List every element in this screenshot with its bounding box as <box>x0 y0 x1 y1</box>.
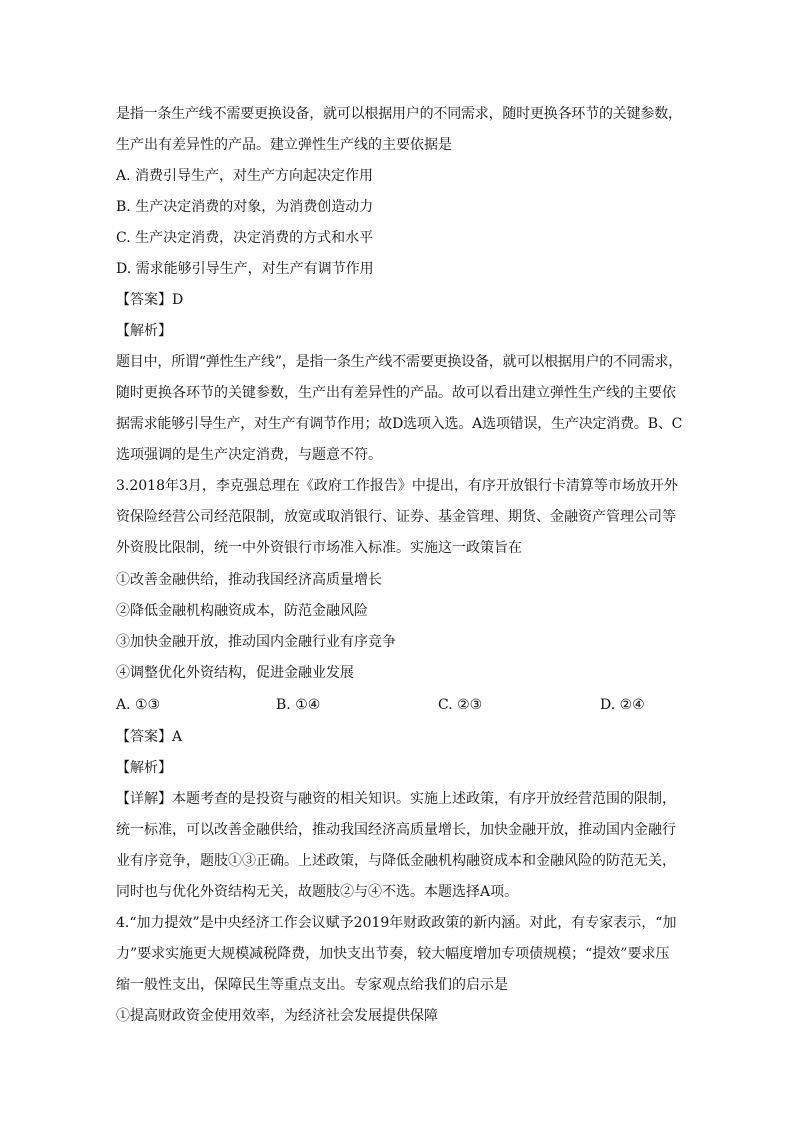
text-line: 同时也与优化外资结构无关，故题肢②与④不选。本题选择A项。 <box>116 884 519 900</box>
text-line: 据需求能够引导生产，对生产有调节作用；故D选项入选。A选项错误，生产决定消费。B、C <box>116 416 683 432</box>
choice-b: B. ①④ <box>276 697 321 713</box>
question-3: 3.2018年3月，李克强总理在《政府工作报告》中提出，有序开放银行卡清算等市场放开外 <box>116 478 678 494</box>
text-line: 选项强调的是生产决定消费，与题意不符。 <box>116 447 382 463</box>
question-4: 4.“加力提效”是中央经济工作会议赋予2019年财政政策的新内涵。对此，有专家表示，“加 <box>116 915 677 931</box>
text-line: 资保险经营公司经范限制，放宽或取消银行、证券、基金管理、期货、金融资产管理公司等 <box>116 509 676 525</box>
choice-a: A. ①③ <box>116 697 161 713</box>
statement-1: ①提高财政资金使用效率，为经济社会发展提供保障 <box>116 1008 438 1024</box>
option-b: B. 生产决定消费的对象，为消费创造动力 <box>116 199 374 215</box>
text-line: 缩一般性支出，保障民生等重点支出。专家观点给我们的启示是 <box>116 977 508 993</box>
text-line: 生产出有差异性的产品。建立弹性生产线的主要依据是 <box>116 137 452 153</box>
choice-d: D. ②④ <box>600 697 645 713</box>
answer-label: 【答案】D <box>116 292 184 308</box>
option-d: D. 需求能够引导生产，对生产有调节作用 <box>116 261 374 277</box>
text-line: 力”要求实施更大规模减税降费，加快支出节奏，较大幅度增加专项债规模；“提效”要求压 <box>116 946 670 962</box>
text-line: 业有序竞争，题肢①③正确。上述政策，与降低金融机构融资成本和金融风险的防范无关， <box>116 853 676 869</box>
statement-4: ④调整优化外资结构，促进金融业发展 <box>116 665 354 681</box>
text-line: 随时更换各环节的关键参数，生产出有差异性的产品。故可以看出建立弹性生产线的主要依 <box>116 385 676 401</box>
text-line: 题目中，所谓“弹性生产线”，是指一条生产线不需要更换设备，就可以根据用户的不同需求， <box>116 354 683 370</box>
statement-2: ②降低金融机构融资成本，防范金融风险 <box>116 603 368 619</box>
choice-c: C. ②③ <box>438 697 483 713</box>
statement-3: ③加快金融开放，推动国内金融行业有序竞争 <box>116 634 396 650</box>
text-line: 【详解】本题考查的是投资与融资的相关知识。实施上述政策，有序开放经营范围的限制， <box>116 791 676 807</box>
text-line: 外资股比限制，统一中外资银行市场准入标准。实施这一政策旨在 <box>116 540 522 556</box>
answer-label: 【答案】A <box>116 729 183 745</box>
analysis-label: 【解析】 <box>116 323 172 339</box>
option-c: C. 生产决定消费，决定消费的方式和水平 <box>116 230 374 246</box>
analysis-label: 【解析】 <box>116 760 172 776</box>
statement-1: ①改善金融供给，推动我国经济高质量增长 <box>116 572 382 588</box>
option-a: A. 消费引导生产，对生产方向起决定作用 <box>116 168 374 184</box>
text-line: 统一标准，可以改善金融供给，推动我国经济高质量增长，加快金融开放，推动国内金融行 <box>116 822 676 838</box>
text-line: 是指一条生产线不需要更换设备，就可以根据用户的不同需求，随时更换各环节的关键参数， <box>116 106 682 122</box>
